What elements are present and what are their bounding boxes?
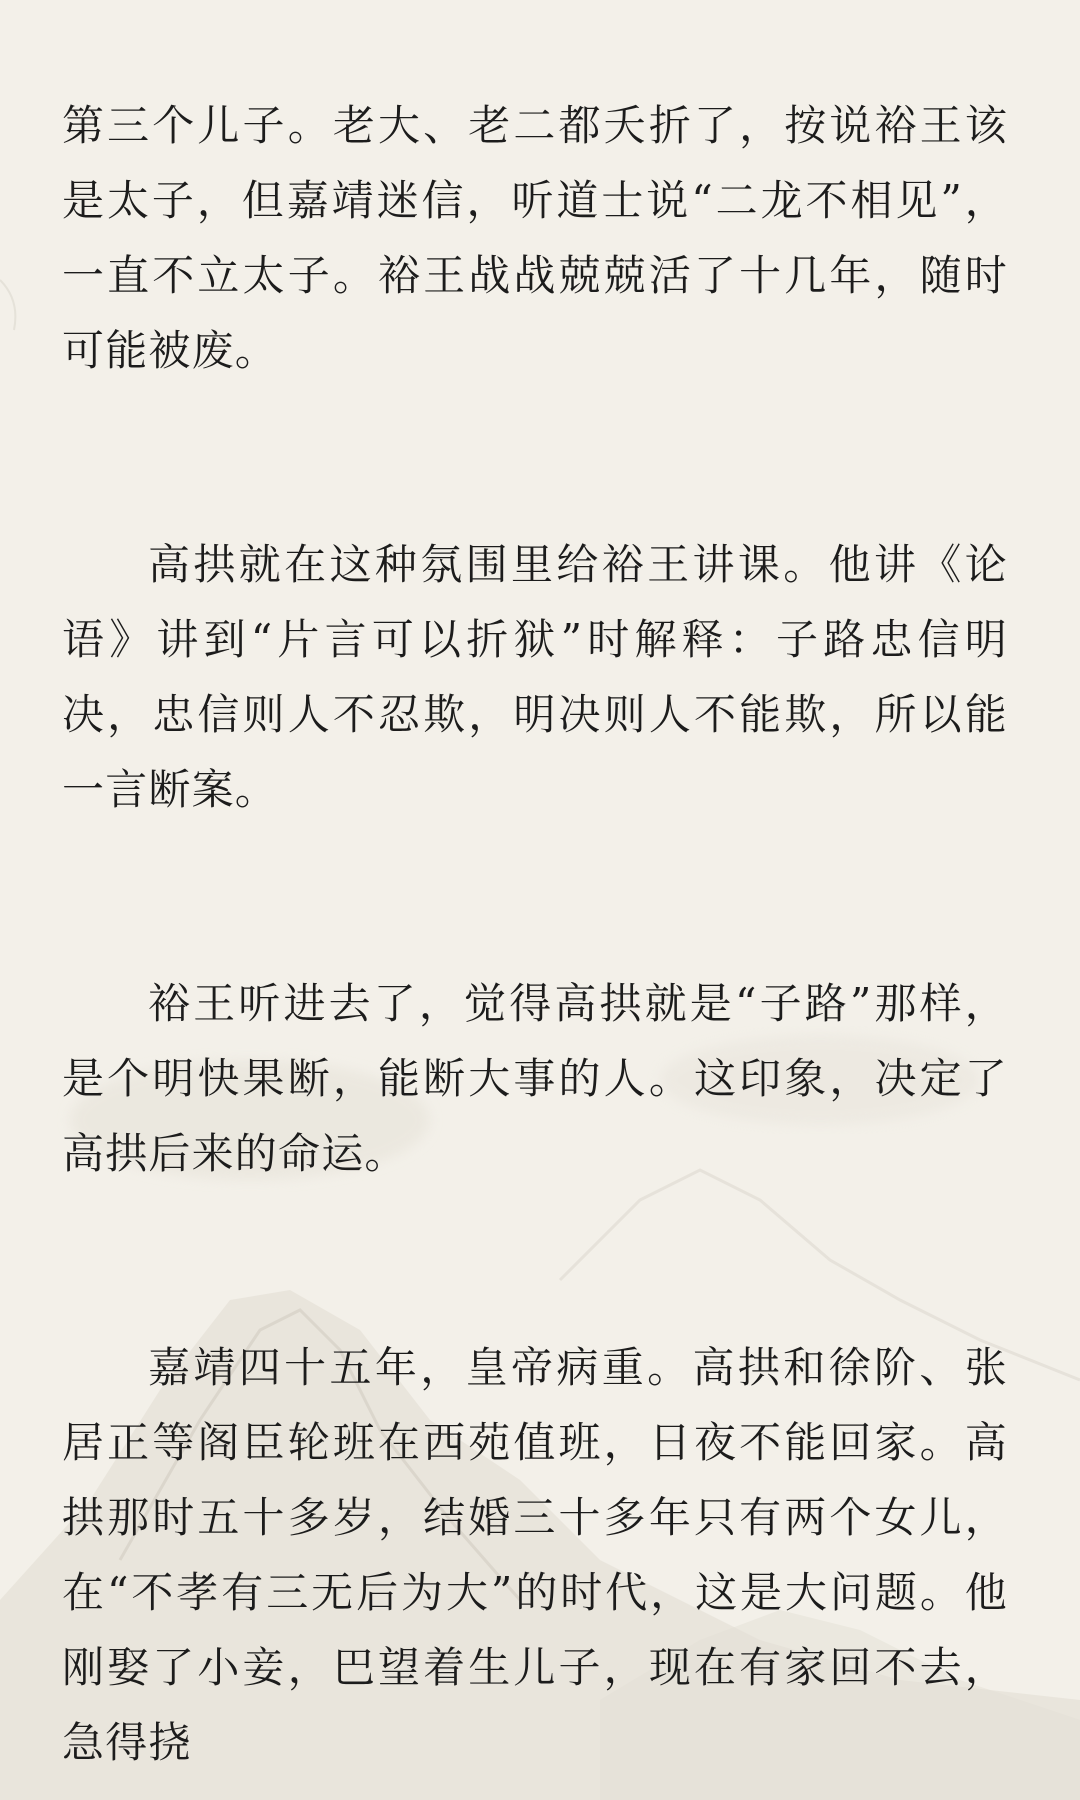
paragraph-spacer [62,388,1008,527]
paragraph-3: 裕王听进去了，觉得高拱就是“子路”那样，是个明快果断，能断大事的人。这印象，决定了高拱后来的命运。 [62,979,1008,1178]
paragraph-2: 高拱就在这种氛围里给裕王讲课。他讲《论语》讲到“片言可以折狱”时解释：子路忠信明决，忠信则人不忍欺，明决则人不能欺，所以能一言断案。 [62,540,1008,814]
paragraph-spacer [62,1191,1008,1330]
paragraph-4: 嘉靖四十五年，皇帝病重。高拱和徐阶、张居正等阁臣轮班在西苑值班，日夜不能回家。高拱那时五十多岁，结婚三十多年只有两个女儿，在“不孝有三无后为大”的时代，这是大问题。他刚娶了小妾，巴望着生儿子，现在有家回不去，急得挠 [62,1343,1008,1767]
article-body [62,88,1008,1780]
paragraph-spacer [62,827,1008,966]
paragraph-1: 第三个儿子。老大、老二都夭折了，按说裕王该是太子，但嘉靖迷信，听道士说“二龙不相见”，一直不立太子。裕王战战兢兢活了十几年，随时可能被废。 [62,101,1008,375]
